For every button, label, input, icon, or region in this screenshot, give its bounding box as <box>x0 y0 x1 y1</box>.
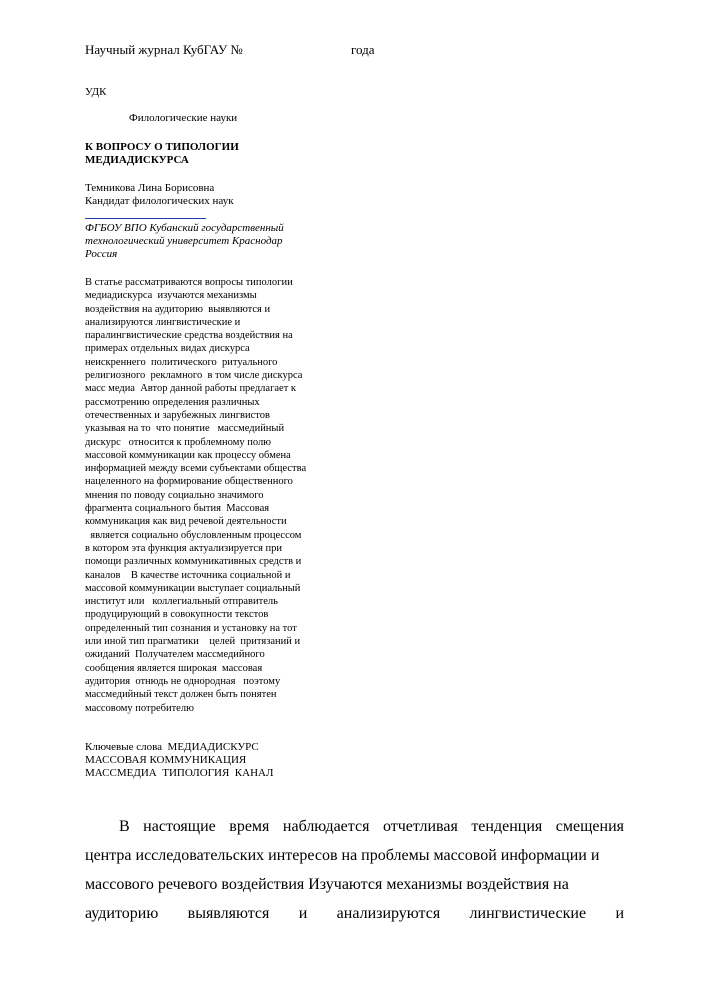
affiliation-divider <box>85 218 206 219</box>
abstract-line: отечественных и зарубежных лингвистов <box>85 409 270 421</box>
abstract-line: помощи различных коммуникативных средств и <box>85 556 302 568</box>
abstract-line: информацией между всеми субъектами общества <box>85 463 307 475</box>
body-line <box>85 870 624 899</box>
body-word: аудиторию <box>85 905 159 922</box>
abstract-line: ожиданий Получателем массмедийного <box>85 649 265 661</box>
abstract-line: медиадискурса изучаются механизмы <box>85 290 257 302</box>
abstract-line: дискурс относится к проблемному полю <box>85 436 272 448</box>
abstract-line: массовому потребителю <box>85 702 194 714</box>
abstract-line: анализируются лингвистические и <box>85 316 241 328</box>
abstract-line: или иной тип прагматики целей притязаний и <box>85 636 301 648</box>
affiliation-block <box>85 222 284 261</box>
abstract-line: в котором эта функция актуализируется при <box>85 542 283 554</box>
abstract-line: массмедийный текст должен быть понятен <box>85 689 277 701</box>
keywords-line: МАССОВАЯ КОММУНИКАЦИЯ <box>85 754 247 767</box>
abstract-line: массовой коммуникации выступает социальный <box>85 582 301 594</box>
abstract-line: мнения по поводу социально значимого <box>85 489 264 501</box>
abstract-line: институт или коллегиальный отправитель <box>85 596 278 608</box>
abstract-line: сообщения является широкая массовая <box>85 662 263 674</box>
udk-label: УДК <box>85 86 107 98</box>
keywords-line: МАССМЕДИА ТИПОЛОГИЯ КАНАЛ <box>85 767 274 780</box>
main-body-text <box>85 812 624 928</box>
body-word: время <box>229 818 270 835</box>
affiliation-line: ФГБОУ ВПО Кубанский государственный <box>85 222 284 234</box>
body-word: массового речевого воздействия Изучаются механизмы воздействия на <box>85 876 569 893</box>
journal-year-label: года <box>351 42 375 57</box>
body-line <box>85 899 624 928</box>
abstract-line: каналов В качестве источника социальной и <box>85 569 291 581</box>
abstract-line: рассмотрению определения различных <box>85 396 260 408</box>
keywords-block <box>85 741 273 781</box>
body-word: центра исследовательских интересов на проблемы массовой информации и <box>85 847 600 864</box>
body-line <box>85 841 624 870</box>
abstract <box>85 276 306 715</box>
author-block <box>85 182 234 208</box>
abstract-line: религиозного рекламного в том числе дискурса <box>85 370 303 382</box>
section-label: Филологические науки <box>129 112 238 124</box>
author-name: Темникова Лина Борисовна <box>85 182 215 194</box>
abstract-line: определенный тип сознания и установку на тот <box>85 622 297 634</box>
abstract-line: паралингвистические средства воздействия на <box>85 330 293 342</box>
body-word: смещения <box>555 818 624 835</box>
abstract-line: нацеленного на формирование общественного <box>85 476 293 488</box>
article-title <box>85 141 385 167</box>
abstract-line: масс медиа Автор данной работы предлагает к <box>85 383 297 395</box>
body-word: анализируются <box>336 905 441 922</box>
affiliation-line: технологический университет Краснодар <box>85 235 283 247</box>
body-word: выявляются <box>187 905 270 922</box>
body-word: тенденция <box>471 818 543 835</box>
abstract-line: указывая на то что понятие массмедийный <box>85 423 285 435</box>
body-word: настоящие <box>143 818 216 835</box>
body-word: и <box>298 905 308 922</box>
abstract-line: фрагмента социального бытия Массовая <box>85 503 270 515</box>
body-word: лингвистические <box>469 905 587 922</box>
abstract-line: примерах отдельных видах дискурса <box>85 343 250 355</box>
journal-name: Научный журнал КубГАУ № <box>85 42 243 57</box>
abstract-line: В статье рассматриваются вопросы типологии <box>85 277 293 288</box>
body-word: отчетливая <box>382 818 458 835</box>
abstract-line: неискреннего политического ритуального <box>85 356 278 368</box>
body-word: наблюдается <box>282 818 370 835</box>
abstract-line: продуцирующий в совокупности текстов <box>85 609 269 621</box>
abstract-line: массовой коммуникации как процессу обмена <box>85 449 291 461</box>
abstract-line: аудитория отнюдь не однородная поэтому <box>85 675 281 687</box>
author-degree: Кандидат филологических наук <box>85 195 234 207</box>
abstract-line: коммуникация как вид речевой деятельности <box>85 516 287 528</box>
body-word: и <box>615 905 624 922</box>
title-line: К ВОПРОСУ О ТИПОЛОГИИ <box>85 141 239 153</box>
abstract-line: является социально обусловленным процессом <box>85 529 302 541</box>
affiliation-line: Россия <box>85 248 118 260</box>
title-line: МЕДИАДИСКУРСА <box>85 154 189 166</box>
abstract-line: воздействия на аудиторию выявляются и <box>85 303 271 315</box>
body-line <box>85 812 624 841</box>
body-word: В <box>119 818 130 835</box>
keywords-line: Ключевые слова МЕДИАДИСКУРС <box>85 741 259 753</box>
